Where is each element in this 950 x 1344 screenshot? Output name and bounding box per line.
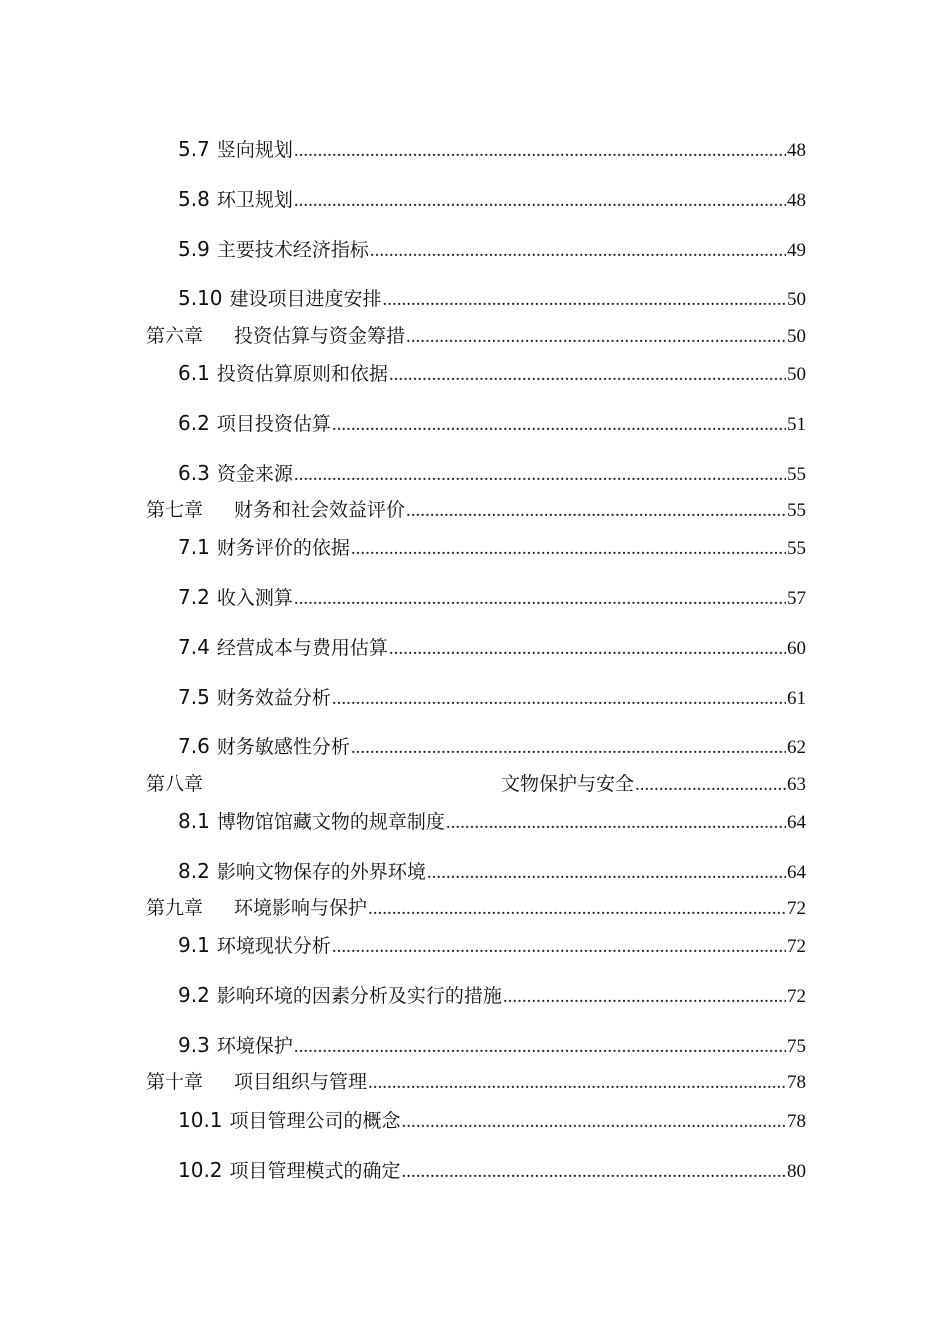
chapter-title: 环境影响与保护	[234, 897, 368, 919]
toc-entry[interactable]	[178, 283, 806, 313]
entry-title: 项目管理模式的确定	[229, 1160, 401, 1182]
entry-number: 6.1	[178, 361, 210, 385]
entry-title: 建设项目进度安排	[229, 288, 382, 310]
entry-number: 10.1	[178, 1108, 223, 1132]
entry-page: 62	[787, 737, 806, 758]
entry-number: 9.1	[178, 933, 210, 957]
chapter-number: 第十章	[146, 1071, 204, 1093]
entry-page: 72	[787, 936, 806, 957]
entry-page: 80	[787, 1161, 806, 1182]
leader-dots	[427, 858, 786, 888]
chapter-number: 第七章	[146, 499, 204, 521]
entry-page: 57	[787, 588, 806, 609]
entry-number: 5.10	[178, 286, 223, 310]
entry-page: 75	[787, 1036, 806, 1057]
entry-number: 9.3	[178, 1033, 210, 1057]
toc-entry[interactable]	[178, 1105, 806, 1135]
entry-title: 影响环境的因素分析及实行的措施	[216, 985, 502, 1007]
entry-number: 7.1	[178, 535, 210, 559]
entry-number: 5.8	[178, 187, 210, 211]
entry-page: 49	[787, 240, 806, 261]
entry-title: 主要技术经济指标	[216, 239, 369, 261]
entry-number: 6.2	[178, 411, 210, 435]
leader-dots	[351, 733, 786, 763]
toc-entry[interactable]	[178, 632, 806, 662]
entry-title: 资金来源	[216, 463, 293, 485]
entry-page: 63	[787, 774, 806, 795]
entry-page: 61	[787, 688, 806, 709]
toc-entry[interactable]	[178, 1155, 806, 1185]
toc-entry[interactable]	[178, 184, 806, 214]
entry-title: 博物馆馆藏文物的规章制度	[216, 811, 445, 833]
toc-entry[interactable]	[178, 682, 806, 712]
leader-dots	[383, 285, 786, 315]
entry-page: 78	[787, 1111, 806, 1132]
toc-entry[interactable]	[178, 1030, 806, 1060]
entry-page: 64	[787, 812, 806, 833]
entry-number: 8.1	[178, 809, 210, 833]
entry-page: 78	[787, 1072, 806, 1093]
leader-dots	[635, 770, 786, 800]
entry-title: 经营成本与费用估算	[216, 637, 388, 659]
toc-entry[interactable]	[178, 806, 806, 836]
leader-dots	[503, 982, 786, 1012]
entry-title: 影响文物保存的外界环境	[216, 861, 426, 883]
entry-number: 5.7	[178, 137, 210, 161]
entry-page: 72	[787, 898, 806, 919]
chapter-title: 文物保护与安全	[501, 773, 635, 795]
entry-title: 环境保护	[216, 1035, 293, 1057]
toc-entry[interactable]	[178, 856, 806, 886]
leader-dots	[294, 1032, 786, 1062]
entry-title: 项目管理公司的概念	[229, 1110, 401, 1132]
entry-title: 财务敏感性分析	[216, 736, 350, 758]
toc-chapter-entry[interactable]	[146, 769, 806, 799]
entry-page: 72	[787, 986, 806, 1007]
toc-entry[interactable]	[178, 134, 806, 164]
entry-page: 64	[787, 862, 806, 883]
toc-chapter-entry[interactable]	[146, 321, 806, 351]
chapter-number: 第八章	[146, 773, 204, 795]
leader-dots	[370, 236, 786, 266]
leader-dots	[446, 808, 786, 838]
entry-number: 7.2	[178, 585, 210, 609]
entry-page: 51	[787, 414, 806, 435]
entry-number: 7.4	[178, 635, 210, 659]
entry-number: 5.9	[178, 237, 210, 261]
entry-number: 7.6	[178, 734, 210, 758]
toc-entry[interactable]	[178, 408, 806, 438]
toc-entry[interactable]	[178, 731, 806, 761]
leader-dots	[402, 1107, 786, 1137]
entry-title: 财务评价的依据	[216, 537, 350, 559]
entry-title: 竖向规划	[216, 139, 293, 161]
leader-dots	[332, 684, 786, 714]
leader-dots	[332, 932, 786, 962]
leader-dots	[389, 360, 786, 390]
entry-page: 48	[787, 140, 806, 161]
entry-number: 9.2	[178, 983, 210, 1007]
toc-entry[interactable]	[178, 980, 806, 1010]
entry-page: 50	[787, 326, 806, 347]
leader-dots	[389, 634, 786, 664]
toc-chapter-entry[interactable]	[146, 893, 806, 923]
entry-title: 项目投资估算	[216, 413, 331, 435]
leader-dots	[332, 410, 786, 440]
toc-entry[interactable]	[178, 234, 806, 264]
entry-page: 50	[787, 364, 806, 385]
leader-dots	[294, 186, 786, 216]
toc-entry[interactable]	[178, 532, 806, 562]
leader-dots	[402, 1157, 786, 1187]
chapter-number: 第九章	[146, 897, 204, 919]
toc-entry[interactable]	[178, 358, 806, 388]
entry-title: 投资估算原则和依据	[216, 363, 388, 385]
entry-number: 6.3	[178, 461, 210, 485]
chapter-title: 投资估算与资金筹措	[234, 325, 406, 347]
toc-entry[interactable]	[178, 582, 806, 612]
leader-dots	[294, 136, 786, 166]
entry-number: 7.5	[178, 685, 210, 709]
chapter-number: 第六章	[146, 325, 204, 347]
leader-dots	[351, 534, 786, 564]
toc-chapter-entry[interactable]	[146, 1067, 806, 1097]
entry-number: 8.2	[178, 859, 210, 883]
leader-dots	[294, 460, 786, 490]
entry-title: 环境现状分析	[216, 935, 331, 957]
entry-page: 55	[787, 500, 806, 521]
entry-page: 55	[787, 464, 806, 485]
entry-page: 55	[787, 538, 806, 559]
entry-title: 收入测算	[216, 587, 293, 609]
entry-title: 财务效益分析	[216, 687, 331, 709]
leader-dots	[368, 894, 786, 924]
toc-chapter-entry[interactable]	[146, 495, 806, 525]
entry-number: 10.2	[178, 1158, 223, 1182]
chapter-title: 项目组织与管理	[234, 1071, 368, 1093]
leader-dots	[368, 1068, 786, 1098]
entry-page: 50	[787, 289, 806, 310]
leader-dots	[406, 322, 786, 352]
toc-entry[interactable]	[178, 458, 806, 488]
leader-dots	[406, 496, 786, 526]
entry-page: 60	[787, 638, 806, 659]
leader-dots	[294, 584, 786, 614]
entry-title: 环卫规划	[216, 189, 293, 211]
chapter-title: 财务和社会效益评价	[234, 499, 406, 521]
toc-entry[interactable]	[178, 930, 806, 960]
entry-page: 48	[787, 190, 806, 211]
